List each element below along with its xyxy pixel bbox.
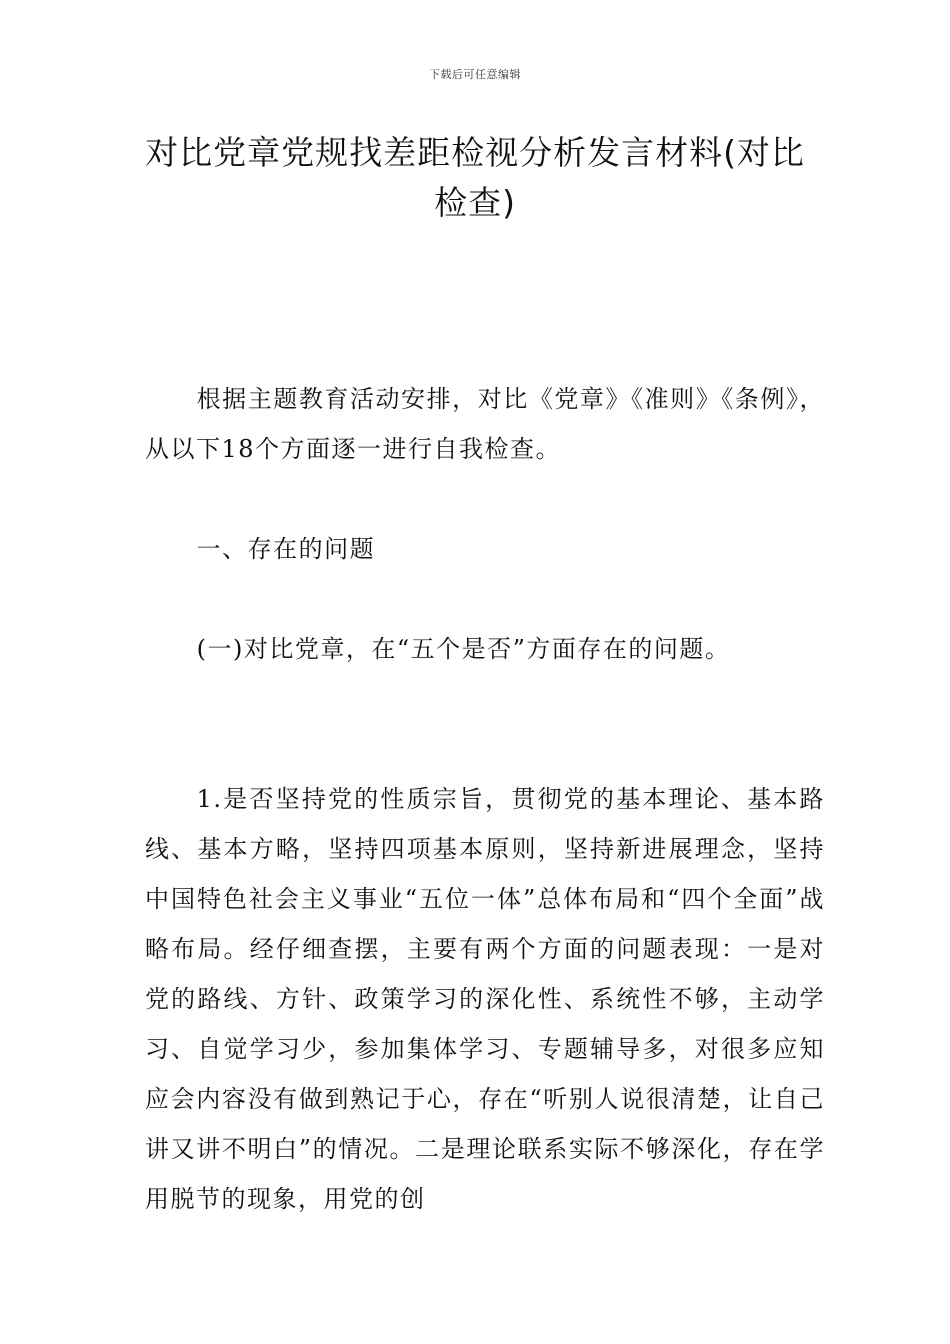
document-title: 对比党章党规找差距检视分析发言材料(对比检查)	[145, 133, 805, 222]
header-note: 下载后可任意编辑	[429, 68, 521, 81]
item-paragraph: 1.是否坚持党的性质宗旨，贯彻党的基本理论、基本路线、基本方略，坚持四项基本原则，坚持新进展理念，坚持中国特色社会主义事业“五位一体”总体布局和“四个全面”战略布局。经仔细查摆，主要有两个方面的问题表现：一是对党的路线、方针、政策学习的深化性、系统性不够，主动学习、自觉学习少，参加集体学习、专题辅导多，对很多应知应会内容没有做到熟记于心，存在“听别人说很清楚，让自己讲又讲不明白”的情况。二是理论联系实际不够深化，存在学用脱节的现象，用党的创	[145, 785, 825, 1213]
section-heading: 一、存在的问题	[196, 535, 376, 563]
intro-paragraph: 根据主题教育活动安排，对比《党章》《准则》《条例》，从以下18个方面逐一进行自我检查。	[145, 385, 825, 463]
subsection-heading: (一)对比党章，在“五个是否”方面存在的问题。	[196, 635, 731, 663]
